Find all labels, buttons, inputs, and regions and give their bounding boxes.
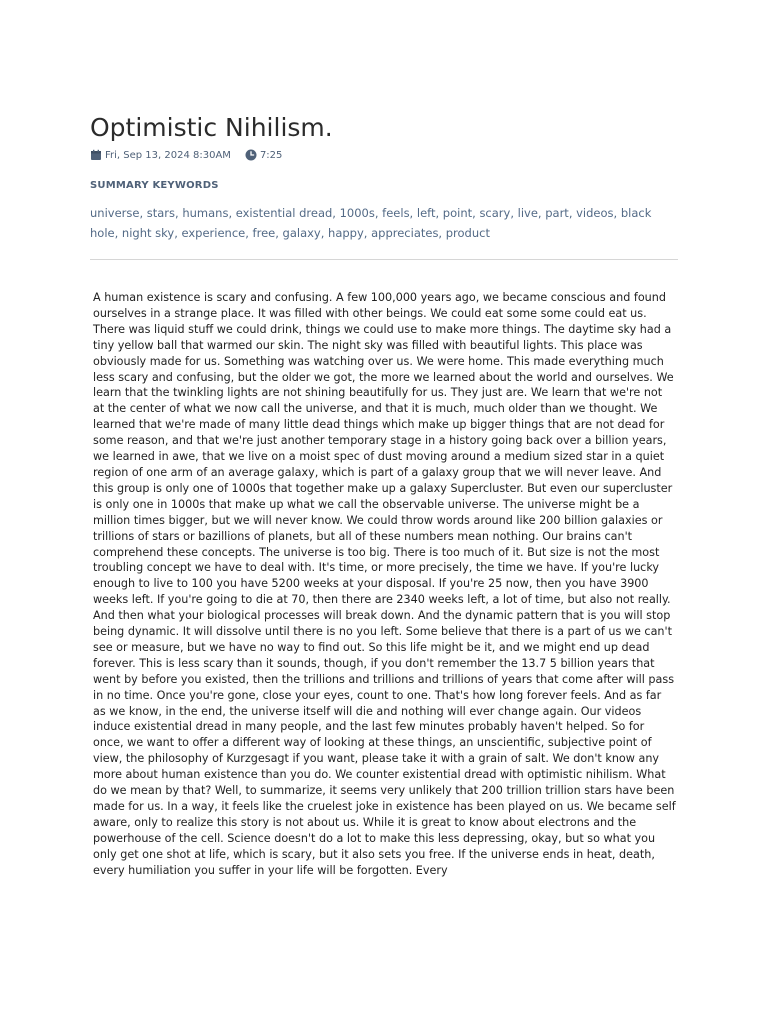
recording-date: Fri, Sep 13, 2024 8:30AM	[105, 149, 231, 161]
document-meta	[90, 146, 282, 164]
recording-duration: 7:25	[259, 149, 283, 161]
document-title: Optimistic Nihilism.	[90, 113, 333, 142]
section-divider	[90, 259, 678, 260]
transcript-text: A human existence is scary and confusing. A few 100,000 years ago, we became conscious and found ourselves in a strange place. It was filled with other beings. We could eat some some could eat us. There was liquid stuff we could drink, things we could use to make more things. The daytime sky had a tiny yellow ball that warmed our skin. The night sky was filled with beautiful lights. This place was obviously made for us. Something was watching over us. We were home. This made everything much less scary and confusing, but the older we got, the more we learned about the world and ourselves. We learn that the twinkling lights are not shining beautifully for us. They just are. We learn that we're not at the center of what we now call the universe, and that it is much, much older than we thought. We learned that we're made of many little dead things which make up bigger things that are not dead for some reason, and that we're just another temporary stage in a history going back over a billion years, we learned in awe, that we live on a moist spec of dust moving around a medium sized star in a quiet region of one arm of an average galaxy, which is part of a galaxy group that we will never leave. And this group is only one of 1000s that together make up a galaxy Supercluster. But even our supercluster is only one in 1000s that make up what we call the observable universe. The universe might be a million times bigger, but we will never know. We could throw words around like 200 billion galaxies or trillions of stars or bazillions of planets, but all of these numbers mean nothing. Our brains can't comprehend these concepts. The universe is too big. There is too much of it. But size is not the most troubling concept we have to deal with. It's time, or more precisely, the time we have. If you're lucky enough to live to 100 you have 5200 weeks at your disposal. If you're 25 now, then you have 3900 weeks left. If you're going to die at 70, then there are 2340 weeks left, a lot of time, but also not really. And then what your biological processes will break down. And the dynamic pattern that is you will stop being dynamic. It will dissolve until there is no you left. Some believe that there is a part of us we can't see or measure, but we have no way to find out. So this life might be it, and we might end up dead forever. This is less scary than it sounds, though, if you don't remember the 13.7 5 billion years that went by before you existed, then the trillions and trillions and trillions of years that come after will pass in no time. Once you're gone, close your eyes, count to one. That's how long forever feels. And as far as we know, in the end, the universe itself will die and nothing will ever change again. Our videos induce existential dread in many people, and the last few minutes probably haven't helped. So for once, we want to offer a different way of looking at these things, an unscientific, subjective point of view, the philosophy of Kurzgesagt if you want, please take it with a grain of salt. We don't know any more about human existence than you do. We counter existential dread with optimistic nihilism. What do we mean by that? Well, to summarize, it seems very unlikely that 200 trillion trillion stars have been made for us. In a way, it feels like the cruelest joke in existence has been played on us. We became self aware, only to realize this story is not about us. While it is great to know about electrons and the powerhouse of the cell. Science doesn't do a lot to make this less depressing, okay, but so what you only get one shot at life, which is scary, but it also sets you free. If the universe ends in heat, death, every humiliation you suffer in your life will be forgotten. Every	[93, 291, 676, 877]
summary-keywords: universe, stars, humans, existential dread, 1000s, feels, left, point, scary, live, part, videos, black hole, night sky, experience, free, galaxy, happy, appreciates, product	[90, 206, 652, 240]
summary-keywords-heading: SUMMARY KEYWORDS	[90, 180, 219, 191]
clock-icon	[245, 149, 257, 161]
calendar-icon	[90, 149, 102, 161]
duration-group	[245, 149, 282, 161]
